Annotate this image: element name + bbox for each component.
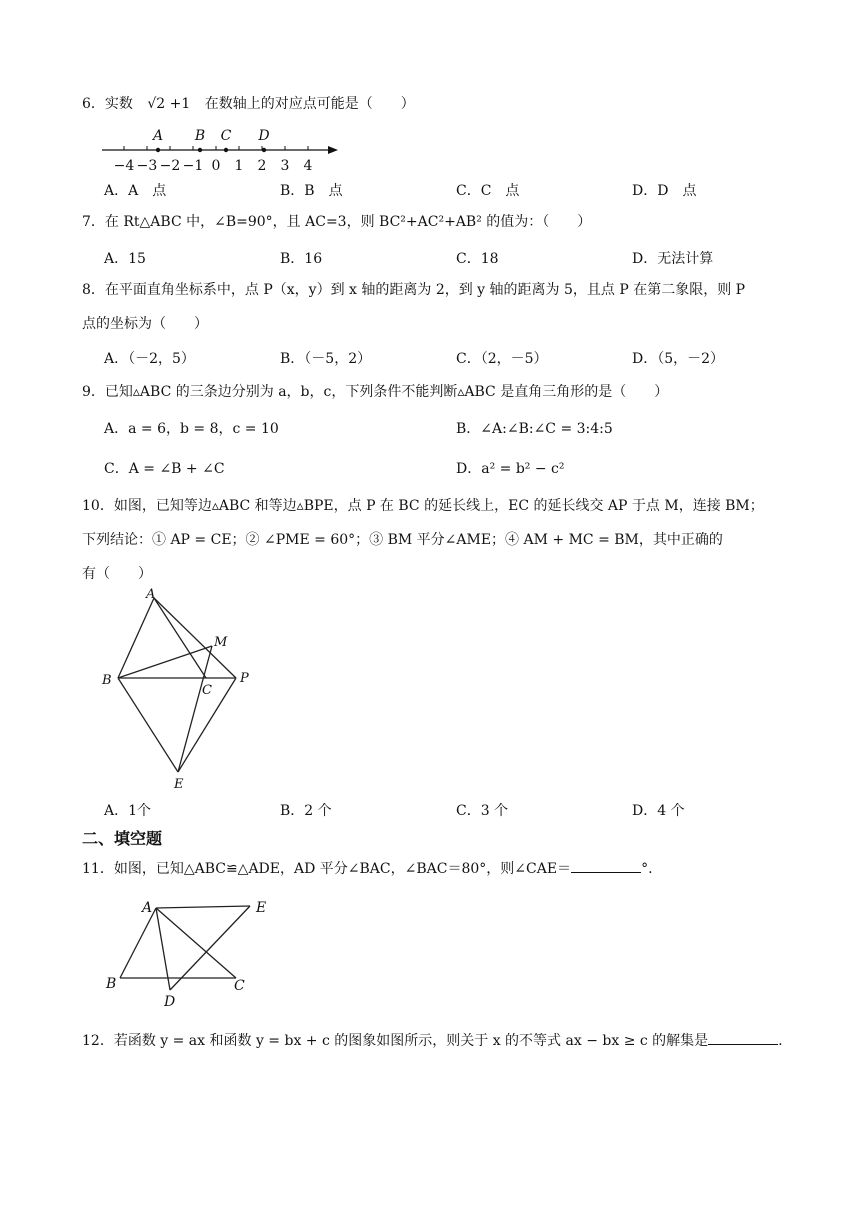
- q7-option-a: A．15: [104, 251, 146, 267]
- q9-stem: 9．已知▵ABC 的三条边分别为 a，b，c，下列条件不能判断▵ABC 是直角三角形的是（ ）: [82, 384, 669, 400]
- q8-stem-line1: 8．在平面直角坐标系中，点 P（x，y）到 x 轴的距离为 2，到 y 轴的距离为 5，且点 P 在第二象限，则 P: [82, 282, 746, 298]
- q10-option-a: A．1个: [104, 803, 152, 819]
- q6-expression: √2 +1: [147, 96, 191, 112]
- fig10-label-m: M: [214, 635, 228, 650]
- fig10-label-b: B: [102, 673, 112, 688]
- fig11-label-b: B: [106, 976, 117, 992]
- point-label: B: [194, 128, 206, 144]
- q6-option-d: D．D 点: [632, 183, 697, 199]
- fig10-label-c: C: [202, 683, 212, 698]
- q8-option-d: D．（5，－2）: [632, 351, 725, 367]
- fig10-label-a: A: [146, 587, 156, 602]
- tick-label: 3: [280, 158, 290, 174]
- q10-option-d: D．4 个: [632, 803, 685, 819]
- fig11-label-e: E: [256, 900, 267, 916]
- point-label: D: [258, 128, 270, 144]
- q10-stem-line3: 有（ ）: [82, 566, 152, 582]
- q12-answer-blank[interactable]: [708, 1030, 778, 1045]
- point-a: [156, 148, 160, 152]
- q12-text: 12．若函数 y = ax 和函数 y = bx + c 的图象如图所示，则关于 x 的不等式 ax − bx ≥ c 的解集是: [82, 1033, 709, 1049]
- q6-number-line: [96, 124, 346, 176]
- tick-label: 4: [303, 158, 313, 174]
- q6-option-b: B．B 点: [280, 183, 343, 199]
- q9-option-d: D．a² = b² − c²: [456, 461, 565, 477]
- q9-option-a: A．a = 6，b = 8，c = 10: [104, 421, 279, 437]
- q10-option-b: B．2 个: [280, 803, 332, 819]
- point-label: C: [220, 128, 232, 144]
- q6-text-b: 在数轴上的对应点可能是（ ）: [204, 96, 415, 112]
- q11-figure: [100, 894, 280, 1010]
- q7-option-b: B．16: [280, 251, 323, 267]
- q11-text: 11．如图，已知△ABC≌△ADE，AD 平分∠BAC，∠BAC＝80°，则∠CAE＝: [82, 861, 572, 877]
- q11-stem: [82, 858, 820, 879]
- q10-stem-line2: 下列结论：① AP = CE；② ∠PME = 60°；③ BM 平分∠AME；④ AM + MC = BM，其中正确的: [82, 532, 723, 548]
- tick-label: 0: [211, 158, 221, 174]
- tick-label: 1: [234, 158, 244, 174]
- q7-option-c: C．18: [456, 251, 499, 267]
- q6-option-c: C．C 点: [456, 183, 520, 199]
- q7-option-d: D．无法计算: [632, 251, 714, 267]
- q12-suffix: .: [778, 1033, 783, 1049]
- point-label: A: [152, 128, 164, 144]
- tick-label: −2: [159, 158, 181, 174]
- tick-label: −4: [113, 158, 135, 174]
- fig11-label-c: C: [234, 978, 245, 994]
- point-d: [262, 148, 266, 152]
- q8-option-c: C．（2，－5）: [456, 351, 548, 367]
- q12-stem: [82, 1030, 820, 1051]
- fig10-label-p: P: [240, 671, 249, 686]
- q10-figure: [96, 584, 266, 794]
- tick-label: 2: [257, 158, 267, 174]
- tick-label: −3: [136, 158, 158, 174]
- q10-option-c: C．3 个: [456, 803, 509, 819]
- fig10-label-e: E: [174, 777, 184, 792]
- q6-stem: [82, 94, 820, 114]
- q6-option-a: A．A 点: [104, 183, 167, 199]
- q11-answer-blank[interactable]: [571, 858, 641, 873]
- point-c: [224, 148, 228, 152]
- point-b: [198, 148, 202, 152]
- q8-option-a: A．（－2，5）: [104, 351, 195, 367]
- q10-stem-line1: 10．如图，已知等边▵ABC 和等边▵BPE，点 P 在 BC 的延长线上，EC 的延长线交 AP 于点 M，连接 BM；: [82, 498, 764, 514]
- q7-stem: 7．在 Rt△ABC 中，∠B=90°，且 AC=3，则 BC²+AC²+AB² 的值为：（ ）: [82, 214, 592, 230]
- q6-text-a: 6．实数: [82, 96, 133, 112]
- q8-option-b: B．（－5，2）: [280, 351, 372, 367]
- q11-suffix: °.: [641, 861, 653, 877]
- tick-label: −1: [182, 158, 204, 174]
- q9-option-c: C．A = ∠B + ∠C: [104, 461, 225, 477]
- fig11-label-a: A: [142, 900, 153, 916]
- section-heading: 二、填空题: [82, 829, 163, 848]
- fig11-label-d: D: [164, 994, 176, 1010]
- q8-stem-line2: 点的坐标为（ ）: [82, 316, 208, 332]
- q9-option-b: B．∠A:∠B:∠C = 3:4:5: [456, 421, 613, 437]
